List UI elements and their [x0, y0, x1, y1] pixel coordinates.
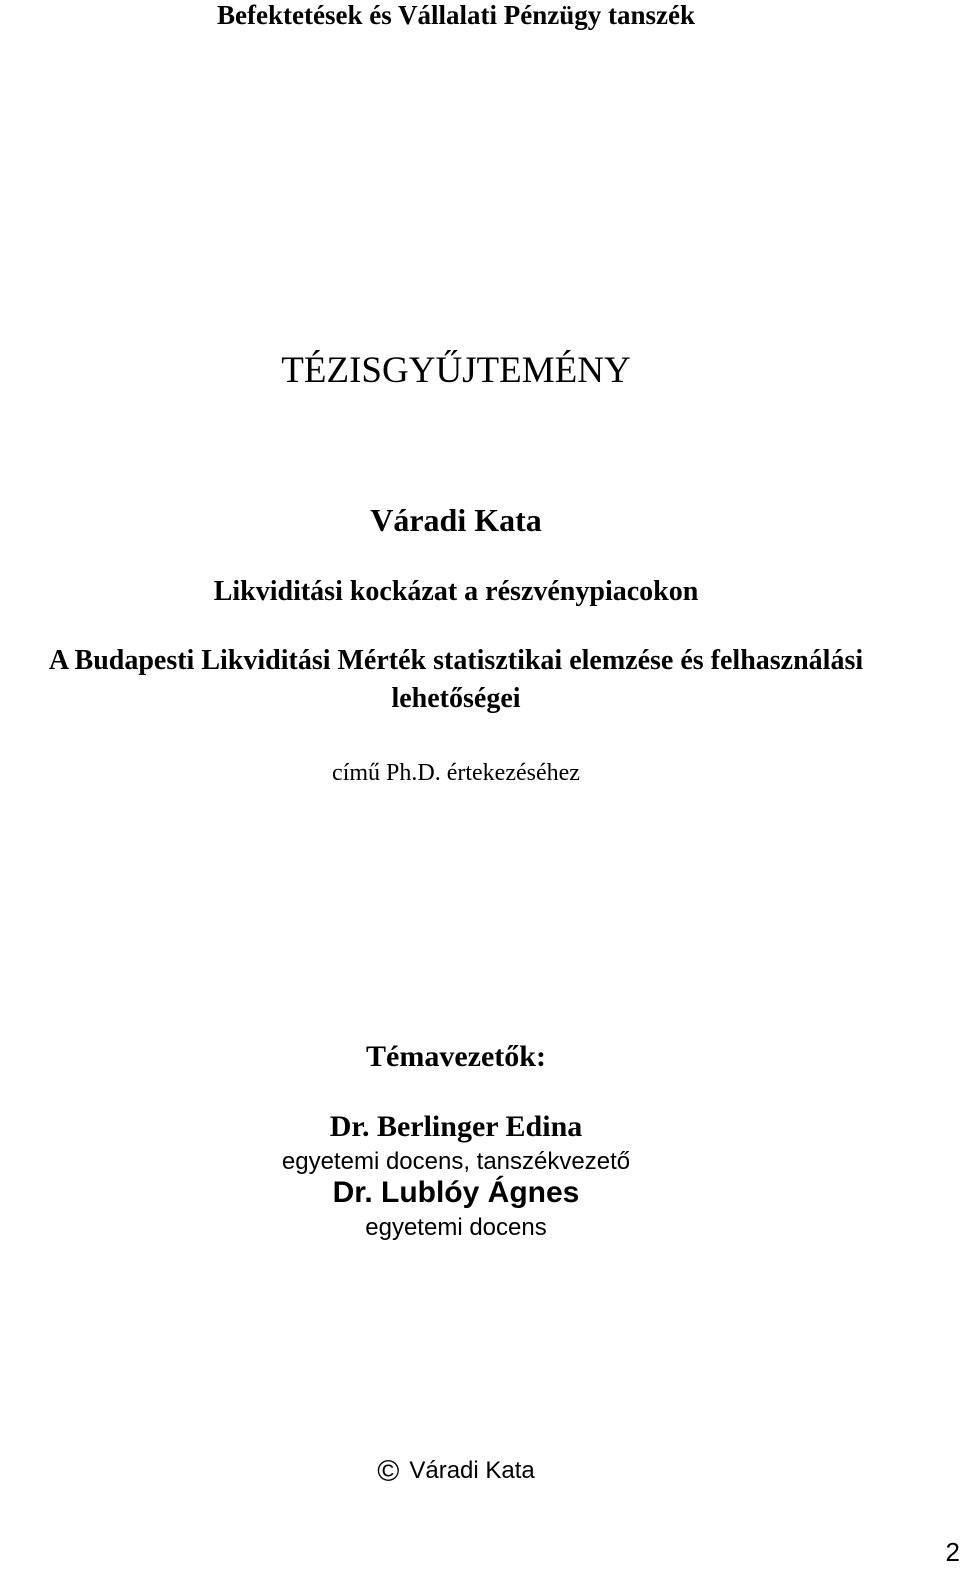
advisor-1-name: Dr. Berlinger Edina [329, 1110, 583, 1143]
advisor-1-role: egyetemi docens, tanszékvezető [281, 1148, 631, 1175]
document-main-title: TÉZISGYŰJTEMÉNY [281, 350, 631, 391]
author-name: Váradi Kata [370, 502, 542, 538]
thesis-title-line-3: lehetőségei [391, 683, 521, 714]
advisor-2-name: Dr. Lublóy Ágnes [332, 1176, 580, 1209]
copyright-line [0, 1455, 912, 1490]
copyright-holder: Váradi Kata [409, 1457, 535, 1484]
department-header: Befektetések és Vállalati Pénzügy tanszék [217, 0, 695, 30]
copyright-icon: © [377, 1455, 400, 1488]
page-number: 2 [945, 1537, 960, 1567]
thesis-title-line-1: Likviditási kockázat a részvénypiacokon [213, 576, 699, 607]
document-subtitle: című Ph.D. értekezéséhez [332, 760, 580, 786]
advisor-2-role: egyetemi docens [365, 1214, 547, 1241]
thesis-title-line-2: A Budapesti Likviditási Mérték statisztikai elemzése és felhasználási [48, 645, 864, 676]
advisors-heading: Témavezetők: [366, 1040, 546, 1073]
